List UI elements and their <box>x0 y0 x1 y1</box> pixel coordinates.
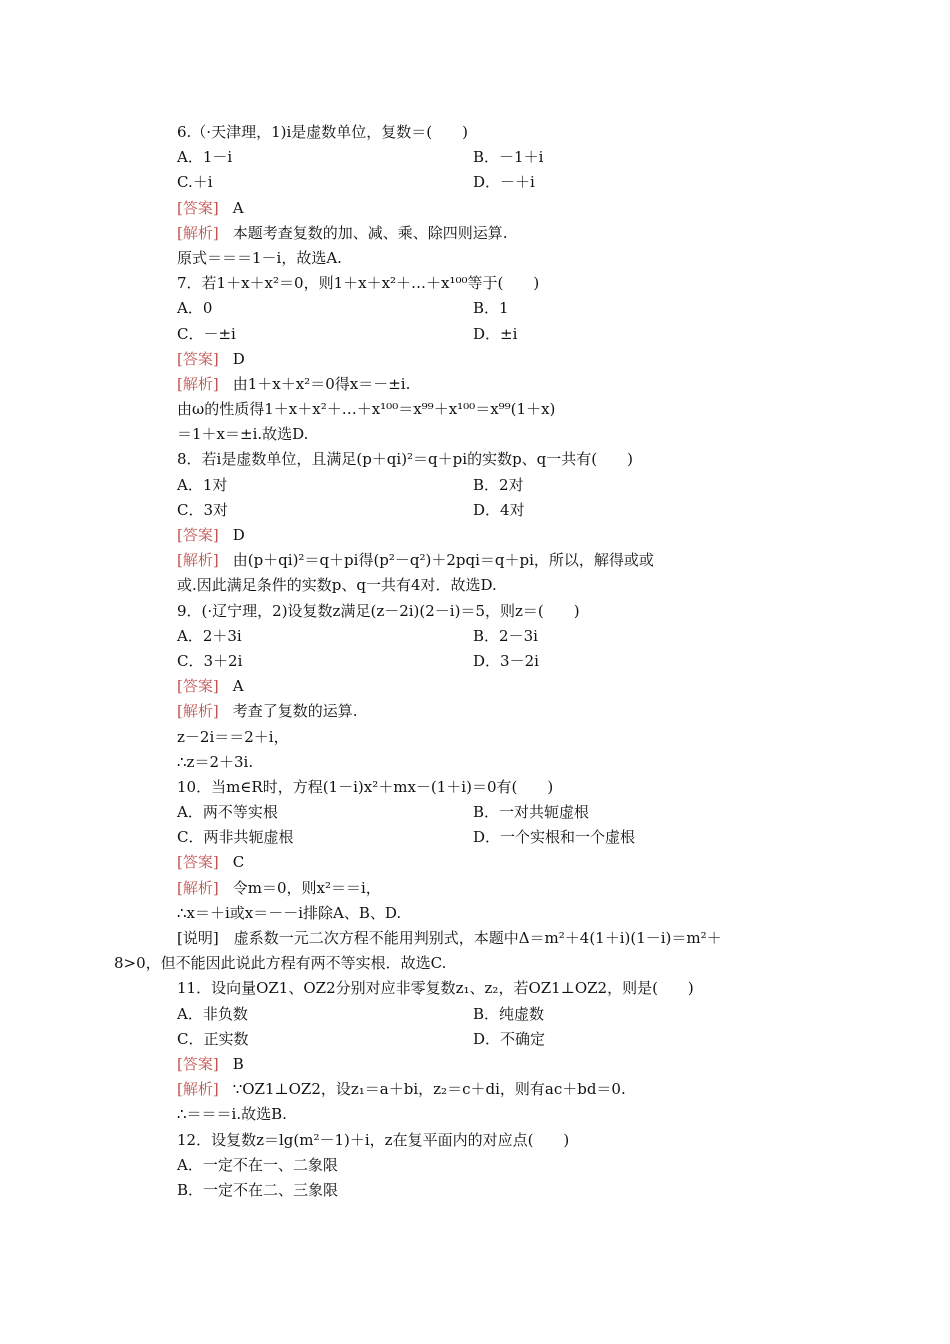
tagged-line <box>177 876 817 901</box>
line-text: [说明] 虚系数一元二次方程不能用判别式，本题中Δ＝m²＋4(1＋i)(1－i)＝m²＋ <box>177 929 722 947</box>
section-tag: [答案] <box>177 1054 219 1073</box>
text-line <box>177 599 817 624</box>
line-text: 9．(·辽宁理，2)设复数z满足(z－2i)(2－i)＝5，则z＝( ) <box>177 601 580 620</box>
text-line <box>177 573 817 598</box>
line-text: ∴x＝＋i或x＝－－i排除A、B、D. <box>177 903 402 922</box>
tagged-line <box>177 347 817 372</box>
option-right: B．纯虚数 <box>473 1004 545 1023</box>
text-line <box>177 750 817 775</box>
tagged-line <box>177 548 817 573</box>
option-left: C．3对 <box>177 500 229 519</box>
tagged-line <box>177 674 817 699</box>
line-text: 7．若1＋x＋x²＝0，则1＋x＋x²＋…＋x¹⁰⁰等于( ) <box>177 274 540 293</box>
tag-text: B <box>232 1054 244 1073</box>
option-left: A．1－i <box>177 148 233 167</box>
tag-text: D <box>232 526 245 544</box>
section-tag: [解析] <box>177 878 219 897</box>
tag-text: 由1＋x＋x²＝0得x＝－±i. <box>232 374 411 393</box>
option-right: D．－＋i <box>473 173 535 192</box>
tag-text: A <box>232 198 244 217</box>
text-line <box>177 120 817 145</box>
option-left: C．3＋2i <box>177 651 243 670</box>
line-text: 原式＝＝＝1－i，故选A. <box>177 248 342 267</box>
text-line <box>177 246 817 271</box>
options-row <box>177 649 817 674</box>
tagged-line <box>177 850 817 875</box>
option-left: A．两不等实根 <box>177 803 278 822</box>
options-row <box>177 1002 817 1027</box>
line-text: 10．当m∈R时，方程(1－i)x²＋mx－(1＋i)＝0有( ) <box>177 777 554 796</box>
document-content <box>114 120 817 1203</box>
tagged-line <box>177 523 817 548</box>
option-right: D．4对 <box>473 500 525 519</box>
line-text: B．一定不在二、三象限 <box>177 1180 339 1199</box>
text-line <box>177 1128 817 1153</box>
options-row <box>177 296 817 321</box>
option-left: C．两非共轭虚根 <box>177 828 294 847</box>
text-line <box>177 271 817 296</box>
options-row <box>177 624 817 649</box>
options-row <box>177 322 817 347</box>
option-right: D．不确定 <box>473 1029 546 1048</box>
line-text: ∴z＝2＋3i. <box>177 752 254 771</box>
section-tag: [答案] <box>177 677 219 696</box>
section-tag: [解析] <box>177 1080 219 1099</box>
option-right: D．±i <box>473 324 518 343</box>
line-text: 由ω的性质得1＋x＋x²＋…＋x¹⁰⁰＝x⁹⁹＋x¹⁰⁰＝x⁹⁹(1＋x) <box>177 400 556 419</box>
section-tag: [答案] <box>177 526 219 544</box>
text-line <box>177 447 817 472</box>
line-text: 12．设复数z＝lg(m²－1)＋i，z在复平面内的对应点( ) <box>177 1130 570 1149</box>
tag-text: A <box>232 677 244 696</box>
text-line <box>177 976 817 1001</box>
text-line <box>177 1178 817 1203</box>
tag-text: C <box>232 853 245 872</box>
tagged-line <box>177 699 817 724</box>
section-tag: [解析] <box>177 702 219 721</box>
line-text: ∴＝＝＝i.故选B. <box>177 1105 287 1124</box>
option-right: B．－1＋i <box>473 148 544 167</box>
section-tag: [答案] <box>177 853 219 872</box>
option-left: C.＋i <box>177 173 213 192</box>
option-right: D．3－2i <box>473 651 539 670</box>
option-right: B．1 <box>473 299 509 318</box>
tag-text: 考查了复数的运算. <box>232 702 358 721</box>
options-row <box>177 1027 817 1052</box>
tag-text: 本题考查复数的加、减、乘、除四则运算. <box>232 223 508 242</box>
text-line <box>177 775 817 800</box>
line-text: ＝1＋x＝±i.故选D. <box>177 425 309 444</box>
option-left: C．正实数 <box>177 1029 249 1048</box>
text-line <box>177 901 817 926</box>
option-right: B．一对共轭虚根 <box>473 803 590 822</box>
option-left: A．非负数 <box>177 1004 248 1023</box>
line-text: z－2i＝＝2＋i， <box>177 727 289 746</box>
option-right: B．2对 <box>473 475 524 494</box>
option-left: A．1对 <box>177 475 228 494</box>
option-left: C．－±i <box>177 324 236 343</box>
line-text: 8>0，但不能因此说此方程有两不等实根．故选C. <box>114 954 447 973</box>
line-text: 8．若i是虚数单位，且满足(p＋qi)²＝q＋pi的实数p、q一共有( ) <box>177 450 633 469</box>
tagged-line <box>177 1077 817 1102</box>
section-tag: [答案] <box>177 198 219 217</box>
text-line <box>177 397 817 422</box>
tag-text: ∵OZ1⊥OZ2，设z₁＝a＋bi，z₂＝c＋di，则有ac＋bd＝0. <box>232 1080 626 1099</box>
option-left: A．2＋3i <box>177 626 242 645</box>
options-row <box>177 473 817 498</box>
tagged-line <box>177 1052 817 1077</box>
text-line <box>177 1102 817 1127</box>
options-row <box>177 170 817 195</box>
line-text: A．一定不在一、二象限 <box>177 1155 338 1174</box>
line-text: 11．设向量OZ1、OZ2分别对应非零复数z₁、z₂，若OZ1⊥OZ2，则是( ) <box>177 979 694 998</box>
continuation-line <box>114 951 817 976</box>
options-row <box>177 145 817 170</box>
text-line <box>177 725 817 750</box>
note-line <box>177 926 817 951</box>
option-right: D．一个实根和一个虚根 <box>473 828 636 847</box>
line-text: 6.（·天津理，1)i是虚数单位，复数＝( ) <box>177 123 468 141</box>
tag-text: 令m＝0，则x²＝＝i， <box>232 878 381 897</box>
section-tag: [解析] <box>177 223 219 242</box>
option-left: A．0 <box>177 299 213 318</box>
line-text: 或.因此满足条件的实数p、q一共有4对．故选D. <box>177 576 497 595</box>
tagged-line <box>177 196 817 221</box>
options-row <box>177 498 817 523</box>
option-right: B．2－3i <box>473 626 538 645</box>
tagged-line <box>177 372 817 397</box>
section-tag: [解析] <box>177 551 219 570</box>
section-tag: [答案] <box>177 349 219 368</box>
tag-text: 由(p＋qi)²＝q＋pi得(p²－q²)＋2pqi＝q＋pi，所以，解得或或 <box>232 551 654 570</box>
tagged-line <box>177 221 817 246</box>
text-line <box>177 422 817 447</box>
section-tag: [解析] <box>177 374 219 393</box>
tag-text: D <box>232 349 245 368</box>
text-line <box>177 1153 817 1178</box>
options-row <box>177 825 817 850</box>
options-row <box>177 800 817 825</box>
